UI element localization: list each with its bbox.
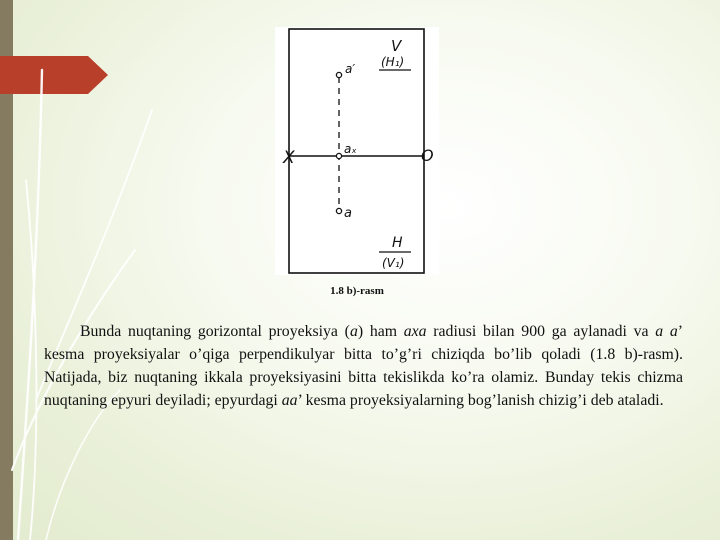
- label-v1: (V₁): [382, 256, 405, 270]
- label-v: V: [391, 37, 402, 55]
- body-paragraph: Bunda nuqtaning gorizontal proyeksiya (a) ham axa radiusi bilan 900 ga aylanadi va a a’ kesma proyeksiyalar o’qiga perpendikulyar bitta to’g’ri chiziqda bo’lib qoladi (1.8 b)-rasm). Natijada, biz nuqtaning ikkala proyeksiyasini bitta tekislikda ko’ra olamiz. Bunday tekis chizma nuqtaning epyuri deyiladi; epyurdagi aa’ kesma proyeksiyalarning bog’lanish chizig’i deb ataladi.: [44, 323, 684, 409]
- point-a-prime: [336, 72, 341, 77]
- label-ax: aₓ: [344, 142, 357, 156]
- epure-figure: [275, 27, 439, 275]
- figure-caption: 1.8 b)-rasm: [330, 285, 384, 297]
- label-x: X: [283, 148, 295, 168]
- label-a-prime: a′: [345, 62, 356, 76]
- arrow-tab-decoration: [0, 56, 108, 94]
- label-h1: (H₁): [381, 55, 405, 69]
- point-ax: [336, 153, 341, 158]
- label-origin: O: [421, 146, 434, 165]
- point-a: [336, 208, 341, 213]
- label-a: a: [344, 206, 352, 221]
- label-h: H: [392, 235, 403, 251]
